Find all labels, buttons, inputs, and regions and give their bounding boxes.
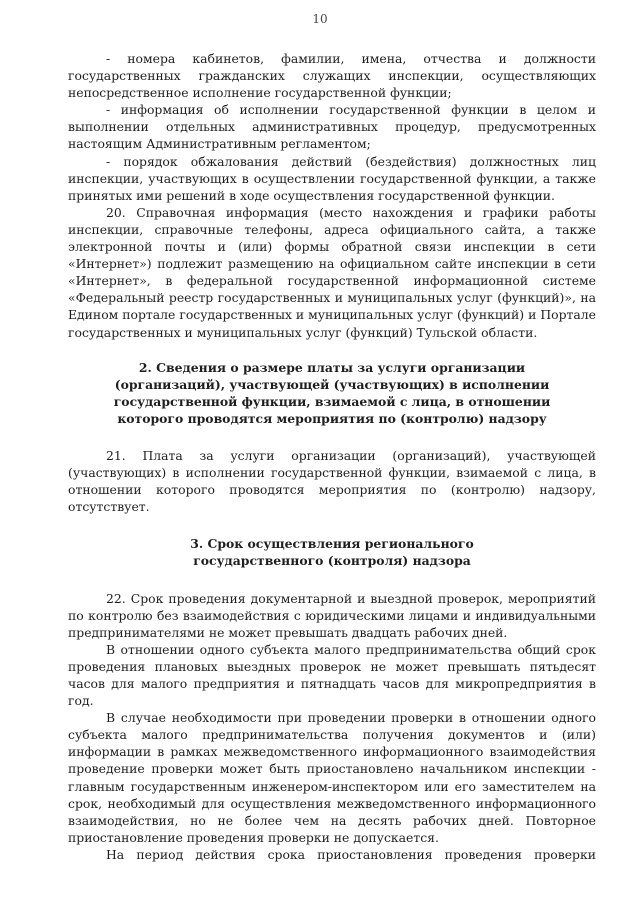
paragraph-22: 22. Срок проведения документарной и выездной проверок, мероприятий по контролю без взаимодействия с юридическими лицами и индивидуальными предпринимателями не может превышать двадцать рабочих дней. [68, 590, 596, 640]
page-number: 10 [312, 12, 328, 26]
list-item-appeal: - порядок обжалования действий (бездействия) должностных лиц инспекции, участвующих в осуществлении государственной функции, а также принятых ими решений в ходе осуществления государственной функции. [68, 153, 596, 203]
document-body [68, 50, 596, 863]
list-item-offices: - номера кабинетов, фамилии, имена, отчества и должности государственных гражданских служащих инспекции, осуществляющих непосредственное исполнение государственной функции; [68, 51, 596, 101]
paragraph-small-business: В отношении одного субъекта малого предпринимательства общий срок проведения плановых выездных проверок не может превышать пятьдесят часов для малого предприятия и пятнадцать часов для микропредприятия в год. [68, 641, 596, 709]
section-2-title-line: которого проводятся мероприятия по (контролю) надзору [117, 410, 547, 426]
section-2-title-line: 2. Сведения о размере платы за услуги организации [138, 359, 526, 375]
paragraph-suspension: В случае необходимости при проведении проверки в отношении одного субъекта малого предпринимательства получения документов и (или) информации в рамках межведомственного информационного взаимодействия проведение проверки может быть приостановлено начальником инспекции - главным государственным инженером-инспектором или его заместителем на срок, необходимый для осуществления межведомственного информационного взаимодействия, но не более чем на десять рабочих дней. Повторное приостановление проведения проверки не допускается. [68, 710, 596, 845]
section-2-title-line: государственной функции, взимаемой с лица, в отношении [113, 393, 551, 409]
section-3-title-line: 3. Срок осуществления регионального [190, 536, 474, 552]
list-item-info: - информация об исполнении государственной функции в целом и выполнении отдельных административных процедур, предусмотренных настоящим Административным регламентом; [68, 102, 596, 152]
section-2-title [68, 359, 596, 427]
paragraph-suspension-period: На период действия срока приостановления проведения проверки [106, 846, 596, 862]
section-3-title-line: государственного (контроля) надзора [193, 553, 471, 569]
paragraph-20: 20. Справочная информация (место нахождения и графики работы инспекции, справочные телефоны, адреса официального сайта, а также электронной почты и (или) формы обратной связи инспекции в сети «Интернет») подлежит размещению на официальном сайте инспекции в сети «Интернет», в федеральной государственной информационной системе «Федеральный реестр государственных и муниципальных услуг (функций)», на Едином портале государственных и муниципальных услуг (функций) и Портале государственных и муниципальных услуг (функций) Тульской области. [68, 204, 596, 340]
section-3-title [68, 535, 596, 569]
paragraph-21: 21. Плата за услуги организации (организаций), участвующей (участвующих) в исполнении государственной функции, взимаемой с лица, в отношении которого проводятся мероприятия по (контролю) надзору, отсутствует. [68, 447, 596, 515]
section-2-title-line: (организаций), участвующей (участвующих) в исполнении [114, 376, 550, 392]
